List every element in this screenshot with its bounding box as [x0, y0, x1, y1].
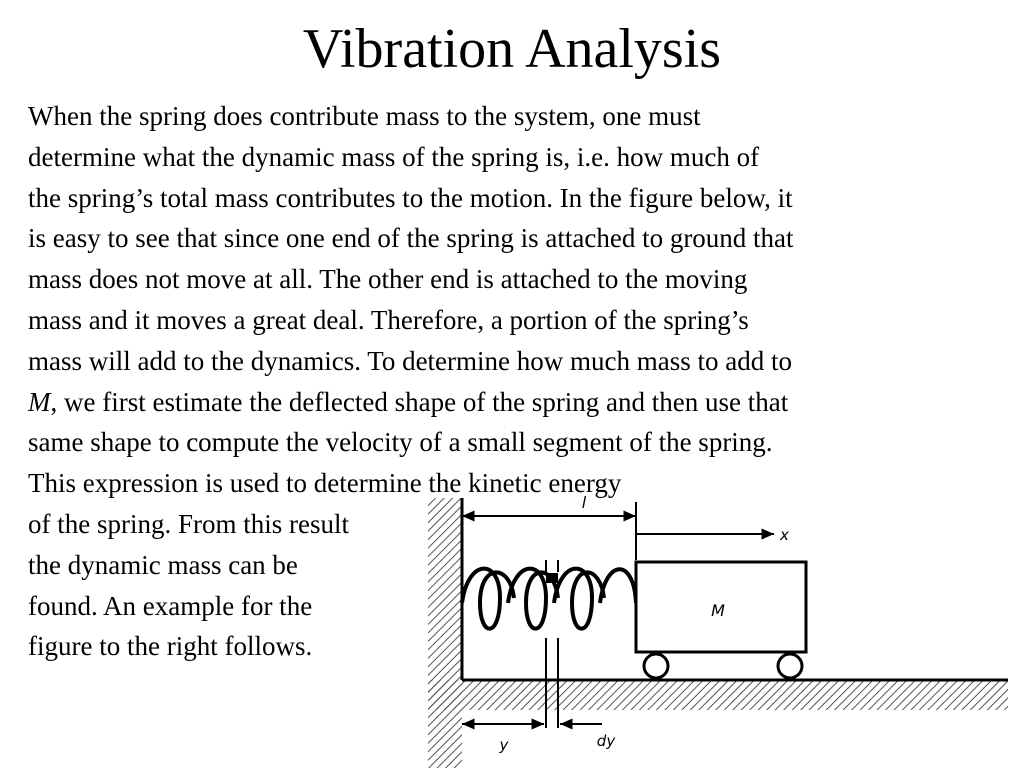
x-label: x	[780, 526, 789, 544]
text-line: mass will add to the dynamics. To determine how much mass to add to	[28, 345, 792, 376]
text-line: mass and it moves a great deal. Therefore, a portion of the spring’s	[28, 304, 749, 335]
text-line: same shape to compute the velocity of a small segment of the spring.	[28, 427, 773, 458]
text-line: is easy to see that since one end of the spring is attached to ground that	[28, 223, 794, 254]
y-label: y	[499, 736, 509, 754]
wheel-right	[778, 654, 802, 678]
length-label: l	[581, 493, 587, 512]
text-line: figure to the right follows.	[28, 631, 313, 662]
wheel-left	[644, 654, 668, 678]
text-line: This expression is used to determine the kinetic energy	[28, 468, 622, 499]
mass-symbol: M	[28, 386, 51, 417]
text-line: of the spring. From this result	[28, 508, 349, 539]
spring-mass-figure	[428, 488, 1008, 768]
text-line: the dynamic mass can be	[28, 549, 298, 580]
mass-label: M	[711, 601, 725, 620]
text-line: mass does not move at all. The other end is attached to the moving	[28, 264, 748, 295]
text-line: found. An example for the	[28, 590, 313, 621]
text-line-with-symbol	[28, 382, 1008, 423]
dy-label: dy	[596, 732, 616, 750]
text-line: the spring’s total mass contributes to the motion. In the figure below, it	[28, 182, 793, 213]
slide-title: Vibration Analysis	[302, 18, 722, 80]
text-line: When the spring does contribute mass to the system, one must	[28, 101, 701, 131]
text-line-rest: , we first estimate the deflected shape of the spring and then use that	[50, 386, 789, 417]
text-line: determine what the dynamic mass of the spring is, i.e. how much of	[28, 141, 760, 172]
